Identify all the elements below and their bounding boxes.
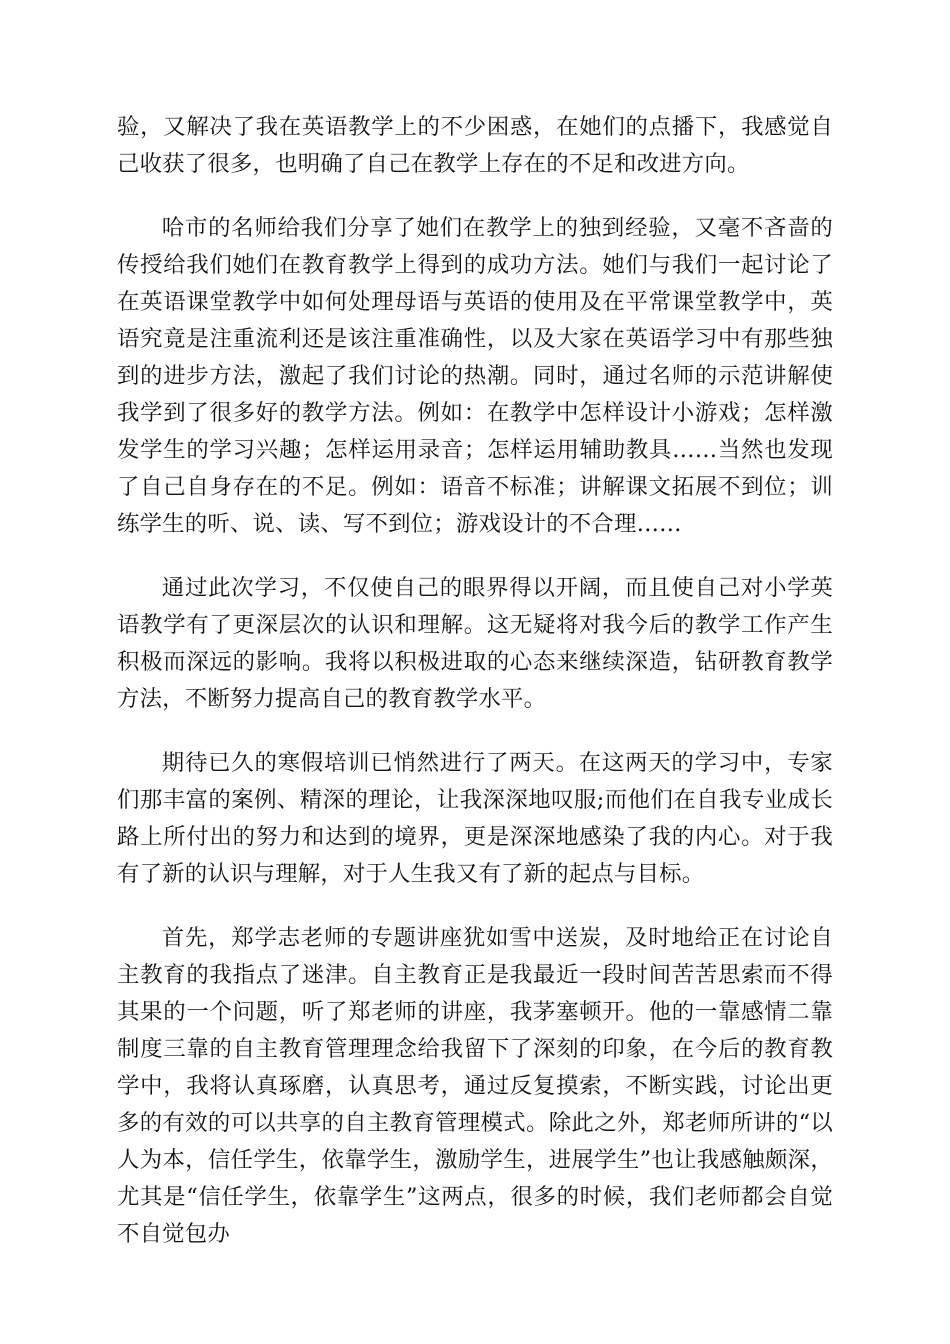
paragraph-3: 通过此次学习，不仅使自己的眼界得以开阔，而且使自己对小学英语教学有了更深层次的认识和理解。这无疑将对我今后的教学工作产生积极而深远的影响。我将以积极进取的心态来继续深造，钻研教育教学方法，不断努力提高自己的教育教学水平。 [117, 575, 833, 712]
paragraph-2: 哈市的名师给我们分享了她们在教学上的独到经验，又毫不吝啬的传授给我们她们在教育教学上得到的成功方法。她们与我们一起讨论了在英语课堂教学中如何处理母语与英语的使用及在平常课堂教学中，英语究竟是注重流利还是该注重准确性，以及大家在英语学习中有那些独到的进步方法，激起了我们讨论的热潮。同时，通过名师的示范讲解使我学到了很多好的教学方法。例如：在教学中怎样设计小游戏；怎样激发学生的学习兴趣；怎样运用录音；怎样运用辅助教具……当然也发现了自己自身存在的不足。例如：语音不标准；讲解课文拓展不到位；训练学生的听、说、读、写不到位；游戏设计的不合理…… [117, 215, 833, 537]
paragraph-4: 期待已久的寒假培训已悄然进行了两天。在这两天的学习中，专家们那丰富的案例、精深的理论，让我深深地叹服;而他们在自我专业成长路上所付出的努力和达到的境界，更是深深地感染了我的内心。对于我有了新的认识与理解，对于人生我又有了新的起点与目标。 [117, 750, 833, 887]
paragraph-5: 首先，郑学志老师的专题讲座犹如雪中送炭，及时地给正在讨论自主教育的我指点了迷津。自主教育正是我最近一段时间苦苦思索而不得其果的一个问题，听了郑老师的讲座，我茅塞顿开。他的一靠感情二靠制度三靠的自主教育管理理念给我留下了深刻的印象，在今后的教育教学中，我将认真琢磨，认真思考，通过反复摸索，不断实践，讨论出更多的有效的可以共享的自主教育管理模式。除此之外，郑老师所讲的“以人为本，信任学生，依靠学生，激励学生，进展学生”也让我感触颇深，尤其是“信任学生，依靠学生”这两点，很多的时候，我们老师都会自觉不自觉包办 [117, 925, 833, 1247]
paragraph-1: 验，又解决了我在英语教学上的不少困惑，在她们的点播下，我感觉自己收获了很多，也明确了自己在教学上存在的不足和改进方向。 [117, 114, 833, 177]
document-body [117, 109, 833, 1280]
